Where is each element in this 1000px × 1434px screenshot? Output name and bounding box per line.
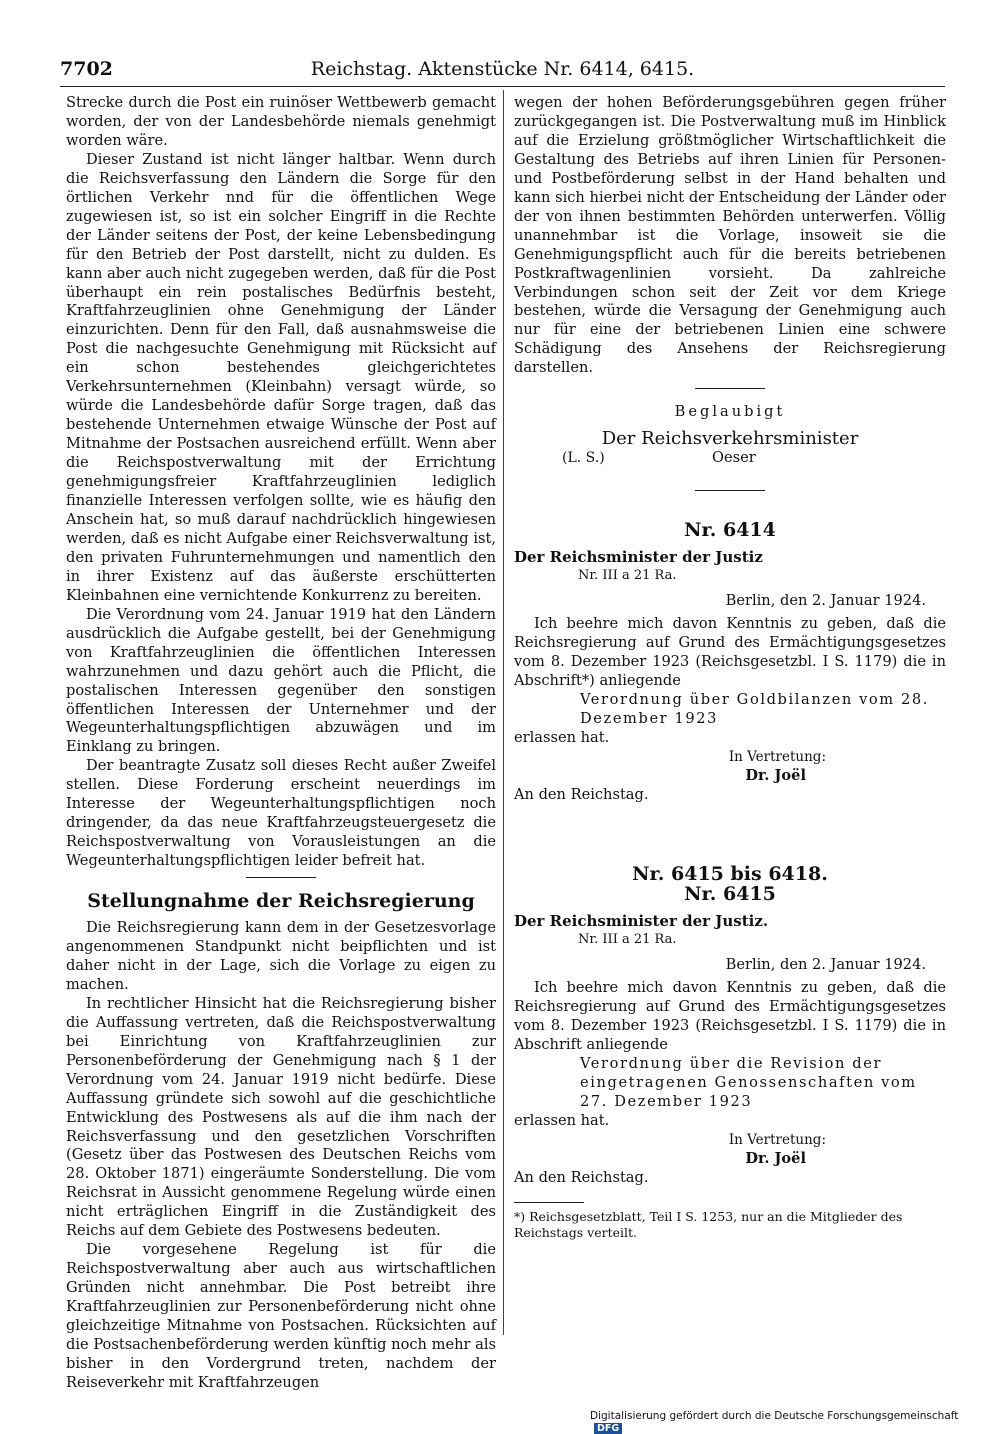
seal-line — [514, 449, 946, 468]
footnote: *) Reichsgesetzblatt, Teil I S. 1253, nur an die Mitglieder des Reichstags verteilt. — [514, 1208, 903, 1240]
header-rule — [60, 86, 945, 87]
signature: Dr. Joël — [745, 766, 806, 784]
page-number: 7702 — [60, 58, 113, 80]
paragraph: Der beantragte Zusatz soll dieses Recht außer Zweifel stellen. Diese Forderung erscheint neuerdings im Interesse der Wegeunterhaltungspflichtigen noch dringender, da das neue Kraftfahrzeugsteuergesetz die Reichspostverwaltung von Vorausleistungen an die Wegeunterhaltungspflichtigen leider befreit hat. — [66, 757, 496, 870]
addressee: An den Reichstag. — [514, 1168, 649, 1186]
paragraph: Die Reichsregierung kann dem in der Gesetzesvorlage angenommenen Standpunkt nicht beipflichten und ist daher nicht in der Lage, sich die Vorlage zu eigen zu machen. — [66, 919, 496, 993]
date-line: Berlin, den 2. Januar 1924. — [725, 956, 926, 974]
section-heading: Stellungnahme der Reichsregierung — [87, 890, 475, 913]
paragraph: Die Verordnung vom 24. Januar 1919 hat den Ländern ausdrücklich die Aufgabe gestellt, bei der Genehmigung von Kraftfahrzeuglinien die öffentlichen Interessen wahrzunehmen und dazu gehört auch die Pflicht, die postalischen Interessen gegenüber den sonstigen öffentlichen Interessen der Unternehmer und der Wegeunterhaltungspflichtigen abzuwägen und im Einklang zu bringen. — [66, 605, 496, 756]
ordinance-title: Verordnung über die Revision der eingetragenen Genossenschaften vom 27. Dezember 1923 — [580, 1055, 917, 1110]
separator-rule — [246, 877, 316, 878]
digitization-credit — [590, 1410, 990, 1434]
separator-rule — [695, 388, 765, 389]
beglaubigt-label: Beglaubigt — [674, 403, 786, 421]
reference-number: Nr. III a 21 Ra. — [578, 932, 677, 948]
column-divider — [503, 90, 504, 1335]
vertretung-label: In Vertretung: — [728, 748, 826, 765]
running-title: Reichstag. Aktenstücke Nr. 6414, 6415. — [310, 58, 695, 80]
credit-text: Digitalisierung gefördert durch die Deutsche Forschungsgemeinschaft — [590, 1410, 959, 1422]
left-column — [66, 94, 496, 1393]
dfg-logo: DFG — [594, 1423, 622, 1434]
paragraph: In rechtlicher Hinsicht hat die Reichsregierung bisher die Auffassung vertreten, daß die Reichspostverwaltung bei Einrichtung von Kraftfahrzeuglinien zur Personenbeförderung der Genehmigung nach § 1 der Verordnung vom 24. Januar 1919 nicht bedürfe. Diese Auffassung gründete sich sowohl auf die geschichtliche Entwicklung des Postwesens als auf die ihm nach der Reichsverfassung und den gesetzlichen Vorschriften (Gesetz über das Postwesen des Deutschen Reichs vom 28. Oktober 1871) eingeräumte Sonderstellung. Die vom Reichsrat in Aussicht genommene Regelung würde einen nicht erträglichen Eingriff in die Zuständigkeit des Reichs auf dem Gebiete des Postwesens bedeuten. — [66, 994, 496, 1240]
paragraph: wegen der hohen Beförderungsgebühren gegen früher zurückgegangen ist. Die Postverwaltung muß im Hinblick auf die Erzielung größtmöglicher Wirtschaftlichkeit die Gestaltung des Betriebs auf ihren Linien für Personen- und Postbeförderung selbst in der Hand behalten und kann sich hierbei nicht der Entscheidung der Länder oder der von ihnen bestimmten Behörden unterwerfen. Völlig unannehmbar ist die Vorlage, insoweit sie die Genehmigungspflicht auch für die bereits betriebenen Postkraftwagenlinien vorsieht. Da zahlreiche Verbindungen schon seit der Zeit vor dem Kriege bestehen, würde die Versagung der Genehmigung auch nur für eine der betriebenen Linien eine schwere Schädigung des Ansehens der Reichsregierung darstellen. — [514, 94, 946, 377]
document-number: Nr. 6414 — [684, 519, 776, 542]
date-line: Berlin, den 2. Januar 1924. — [725, 592, 926, 610]
document-number: Nr. 6415 — [684, 883, 776, 906]
footnote-rule — [514, 1202, 584, 1203]
page-header — [60, 58, 945, 88]
minister-title: Der Reichsverkehrsminister — [601, 428, 859, 450]
paragraph: Ich beehre mich davon Kenntnis zu geben, daß die Reichsregierung auf Grund des Ermächtigungsgesetzes vom 8. Dezember 1923 (Reichsgesetzbl. I S. 1179) die in Abschrift*) anliegende — [514, 614, 946, 689]
right-column — [514, 94, 946, 1241]
ordinance-title: Verordnung über Goldbilanzen vom 28. Dezember 1923 — [580, 690, 929, 727]
paragraph: Die vorgesehene Regelung ist für die Reichspostverwaltung aber auch aus wirtschaftlichen Gründen nicht annehmbar. Die Post betreibt ihre Kraftfahrzeuglinien zur Personenbeförderung nicht ohne gleichzeitige Mitnahme von Postsachen. Rücksichten auf die Postsachenbeförderung werden künftig noch mehr als bisher in den Vordergrund treten, nachdem der Reiseverkehr mit Kraftfahrzeugen — [66, 1241, 496, 1391]
document-range-heading: Nr. 6415 bis 6418. — [632, 862, 828, 885]
reference-number: Nr. III a 21 Ra. — [578, 568, 677, 584]
closing-line: erlassen hat. — [514, 1111, 610, 1129]
separator-rule — [695, 490, 765, 491]
signature: Dr. Joël — [745, 1149, 806, 1167]
paragraph: Strecke durch die Post ein ruinöser Wettbewerb gemacht worden, der von der Landesbehörde niemals genehmigt worden wäre. — [66, 94, 496, 149]
sender: Der Reichsminister der Justiz — [514, 548, 763, 567]
vertretung-label: In Vertretung: — [728, 1131, 826, 1148]
closing-line: erlassen hat. — [514, 728, 610, 746]
paragraph: Ich beehre mich davon Kenntnis zu geben, daß die Reichsregierung auf Grund des Ermächtigungsgesetzes vom 8. Dezember 1923 (Reichsgesetzbl. I S. 1179) die in Abschrift anliegende — [514, 979, 946, 1054]
addressee: An den Reichstag. — [514, 785, 649, 803]
sender: Der Reichsminister der Justiz. — [514, 912, 769, 931]
seal-mark: (L. S.) — [562, 450, 605, 467]
signatory-name: Oeser — [712, 449, 756, 467]
paragraph: Dieser Zustand ist nicht länger haltbar. Wenn durch die Reichsverfassung den Ländern die Sorge für den örtlichen Verkehr nnd für die öffentlichen Wege zugewiesen ist, so ist ein solcher Eingriff in die Rechte der Länder seitens der Post, der keine Lebensbedingung für den Betrieb der Post darstellt, nicht zu dulden. Es kann aber auch nicht zugegeben werden, daß für die Post überhaupt ein rein postalisches Bedürfnis besteht, Kraftfahrzeuglinien ohne Genehmigung der Länder einzurichten. Denn für den Fall, daß ausnahmsweise die Post die nachgesuchte Genehmigung mit Rücksicht auf ein schon bestehendes gleichgerichtetes Verkehrsunternehmen (Kleinbahn) versagt würde, so würde die Landesbehörde dafür Sorge tragen, daß das bestehende Unternehmen etwaige Wünsche der Post auf Mitnahme der Postsachen ausreichend erfüllt. Wenn aber die Reichspostverwaltung mit der Errichtung genehmigungsfreier Kraftfahrzeuglinien lediglich finanzielle Interessen verfolgen sollte, wie es häufig den Anschein hat, so muß darauf nachdrücklich hingewiesen werden, daß es nicht Aufgabe einer Reichsverwaltung ist, den privaten Fuhrunternehmungen und namentlich den in ihrer Existenz auf das äußerste erschütterten Kleinbahnen eine vernichtende Konkurrenz zu bereiten. — [66, 150, 496, 604]
